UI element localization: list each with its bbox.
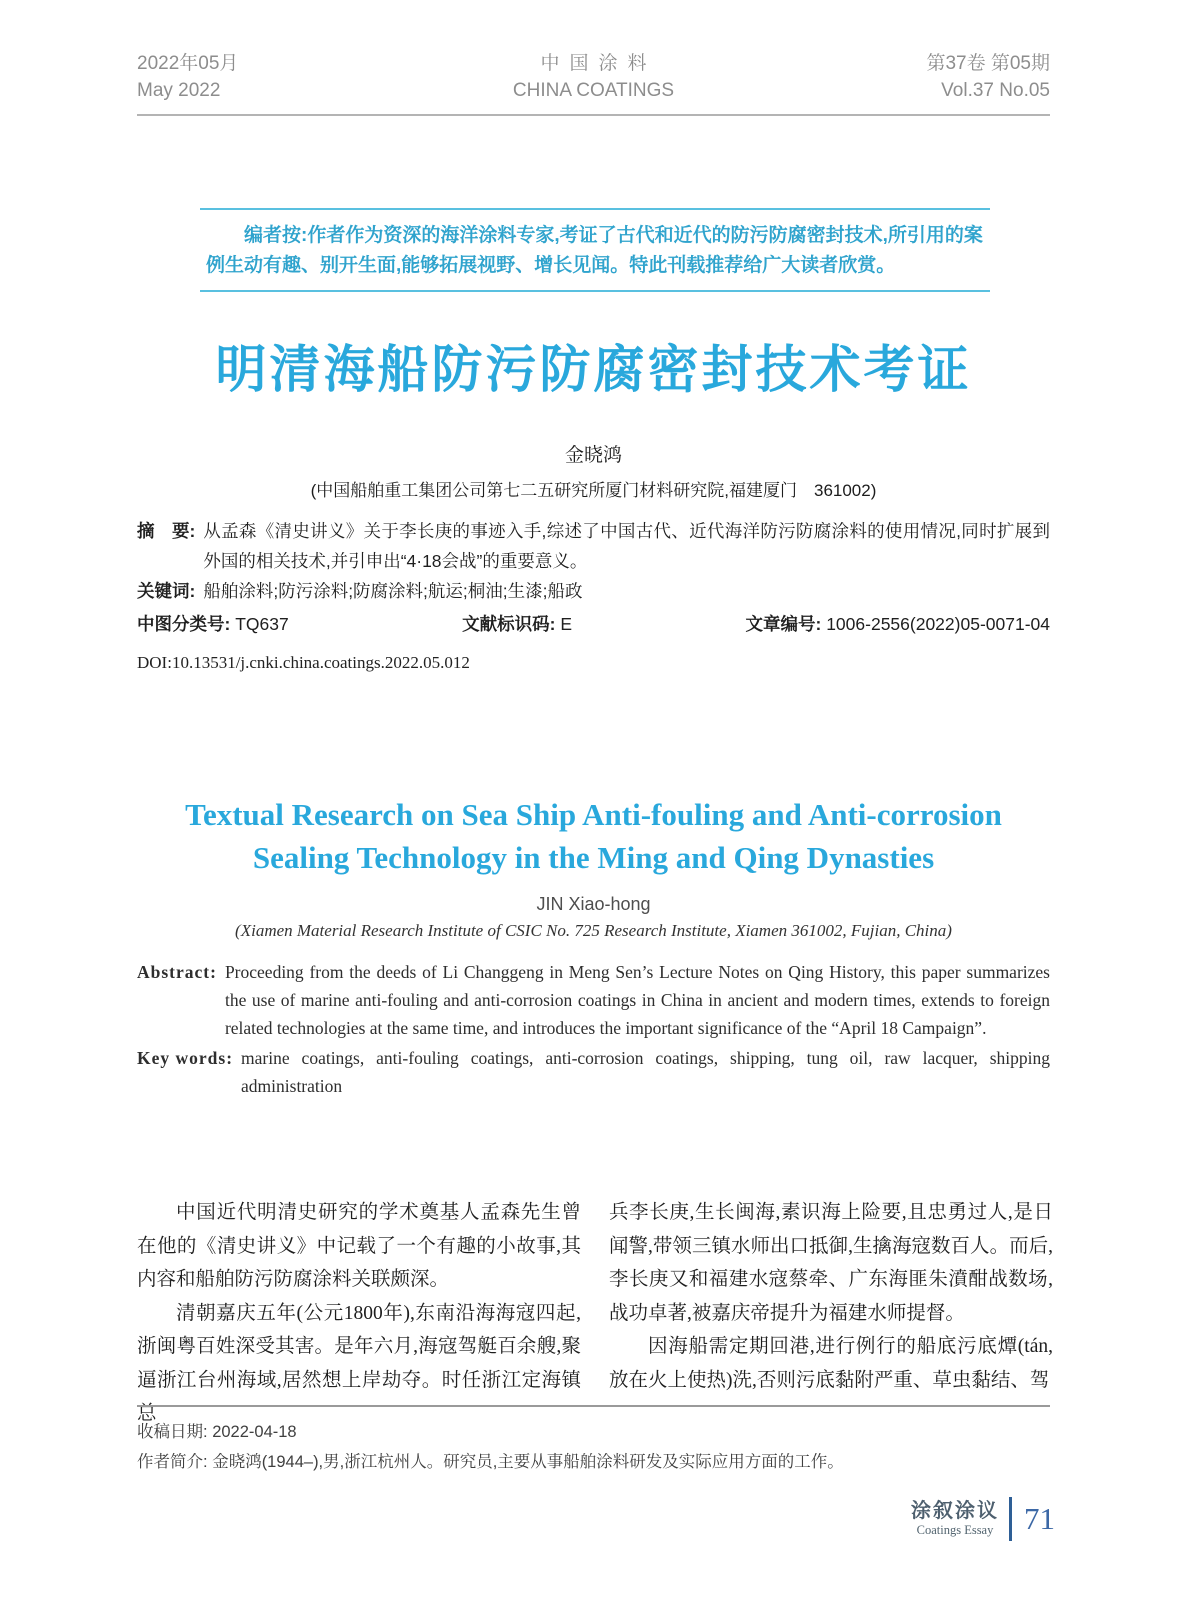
abstract-cn-text: 从孟森《清史讲义》关于李长庚的事迹入手,综述了中国古代、近代海洋防污防腐涂料的使用情况,同时扩展到外国的相关技术,并引申出“4·18会战”的重要意义。 bbox=[203, 521, 1050, 571]
en-block bbox=[137, 793, 1050, 1100]
document-code-label: 文献标识码: bbox=[462, 614, 556, 634]
abstract-en-label: Abstract: bbox=[137, 962, 217, 982]
document-code-value: E bbox=[560, 614, 573, 634]
author-bio-line bbox=[137, 1447, 1050, 1477]
header-issue-cn: 第37卷 第05期 bbox=[926, 53, 1050, 74]
header-issue-en: Vol.37 No.05 bbox=[941, 80, 1050, 101]
clc-number bbox=[137, 609, 289, 639]
clc-value: TQ637 bbox=[235, 614, 289, 634]
page-badge bbox=[911, 1497, 1055, 1541]
header-journal-name-en: CHINA COATINGS bbox=[512, 80, 675, 101]
body-paragraph: 因海船需定期回港,进行例行的船底污底燂(tán,放在火上使热)洗,否则污底黏附严重、草虫黏结、驾 bbox=[609, 1336, 1053, 1391]
body-column-left bbox=[137, 1196, 581, 1431]
keywords-en-row bbox=[137, 1044, 1050, 1100]
article-id-label: 文章编号: bbox=[745, 614, 822, 634]
abstract-en-row bbox=[137, 958, 1050, 1042]
journal-header bbox=[137, 50, 1050, 116]
body-paragraph: 中国近代明清史研究的学术奠基人孟森先生曾在他的《清史讲义》中记载了一个有趣的小故事,其内容和船舶防污防腐涂料关联颇深。 bbox=[137, 1202, 581, 1290]
footnote-block bbox=[137, 1405, 1050, 1477]
header-row-en bbox=[137, 77, 1050, 104]
body-column-right bbox=[609, 1196, 1053, 1431]
cn-title-block bbox=[137, 336, 1050, 501]
article-title-en-line1: Textual Research on Sea Ship Anti-fouling and Anti-corrosion bbox=[185, 797, 1002, 832]
cn-meta-block bbox=[137, 516, 1050, 678]
article-title-en-line2: Sealing Technology in the Ming and Qing Dynasties bbox=[252, 840, 935, 875]
received-date-line bbox=[137, 1417, 1050, 1447]
doi-line: DOI:10.13531/j.cnki.china.coatings.2022.05.012 bbox=[137, 653, 470, 672]
author-bio-label: 作者简介: bbox=[137, 1453, 208, 1471]
keywords-en-text: marine coatings, anti-fouling coatings, anti-corrosion coatings, shipping, tung oil, raw lacquer, shipping administration bbox=[241, 1048, 1050, 1096]
abstract-en-text: Proceeding from the deeds of Li Changgeng in Meng Sen’s Lecture Notes on Qing History, this paper summarizes the use of marine anti-fouling and anti-corrosion coatings in China in ancient and modern times, extends to foreign related technologies at the same time, and introduces the important significance of the “April 18 Campaign”. bbox=[224, 962, 1050, 1038]
clc-label: 中图分类号: bbox=[137, 614, 231, 634]
received-date-value: 2022-04-18 bbox=[212, 1423, 297, 1441]
editor-note-label: 编者按: bbox=[244, 225, 308, 246]
keywords-en-label: Key words: bbox=[137, 1048, 234, 1068]
header-row-cn bbox=[137, 50, 1050, 77]
header-journal-name-cn: 中国涂料 bbox=[540, 53, 657, 74]
keywords-cn-row bbox=[137, 576, 1050, 606]
header-date-cn: 2022年05月 bbox=[137, 53, 239, 74]
article-title-en bbox=[137, 793, 1050, 879]
page-number: 71 bbox=[1024, 1501, 1055, 1536]
body-paragraph: 兵李长庚,生长闽海,素识海上险要,且忠勇过人,是日闻警,带领三镇水师出口抵御,生擒海寇数百人。而后,李长庚又和福建水寇蔡牵、广东海匪朱濆酣战数场,战功卓著,被嘉庆帝提升为福建水师提督。 bbox=[609, 1202, 1053, 1324]
keywords-cn-text: 船舶涂料;防污涂料;防腐涂料;航运;桐油;生漆;船政 bbox=[203, 581, 583, 601]
header-date-en: May 2022 bbox=[137, 80, 221, 101]
classification-row bbox=[137, 609, 1050, 639]
column-name-en: Coatings Essay bbox=[916, 1523, 994, 1537]
author-en: JIN Xiao-hong bbox=[536, 894, 651, 914]
abstract-cn-label: 摘 要: bbox=[137, 521, 196, 541]
keywords-cn-label: 关键词: bbox=[137, 581, 196, 601]
body-columns bbox=[137, 1196, 1054, 1431]
body-paragraph: 清朝嘉庆五年(公元1800年),东南沿海海寇四起,浙闽粤百姓深受其害。是年六月,海寇驾艇百余艘,聚逼浙江台州海域,居然想上岸劫夺。时任浙江定海镇总 bbox=[137, 1302, 581, 1424]
editor-note-body: 作者作为资深的海洋涂料专家,考证了古代和近代的防污防腐密封技术,所引用的案例生动有趣、别开生面,能够拓展视野、增长见闻。特此刊载推荐给广大读者欣赏。 bbox=[206, 225, 983, 276]
editor-note-text bbox=[206, 221, 984, 281]
column-name-cn: 涂叙涂议 bbox=[911, 1500, 999, 1522]
abstract-cn-row bbox=[137, 516, 1050, 576]
affiliation-en: (Xiamen Material Research Institute of CSIC No. 725 Research Institute, Xiamen 361002, Fujian, China) bbox=[235, 921, 952, 940]
author-bio-value: 金晓鸿(1944–),男,浙江杭州人。研究员,主要从事船舶涂料研发及实际应用方面的工作。 bbox=[212, 1453, 844, 1471]
author-cn: 金晓鸿 bbox=[564, 445, 622, 466]
article-id bbox=[746, 609, 1051, 639]
article-id-value: 1006-2556(2022)05-0071-04 bbox=[826, 614, 1050, 634]
document-code bbox=[462, 609, 572, 639]
article-title-cn: 明清海船防污防腐密封技术考证 bbox=[215, 341, 972, 398]
column-name bbox=[911, 1500, 1009, 1538]
affiliation-cn: (中国船舶重工集团公司第七二五研究所厦门材料研究院,福建厦门 361002) bbox=[310, 481, 877, 500]
received-date-label: 收稿日期: bbox=[137, 1423, 208, 1441]
editor-note-box bbox=[200, 208, 990, 292]
